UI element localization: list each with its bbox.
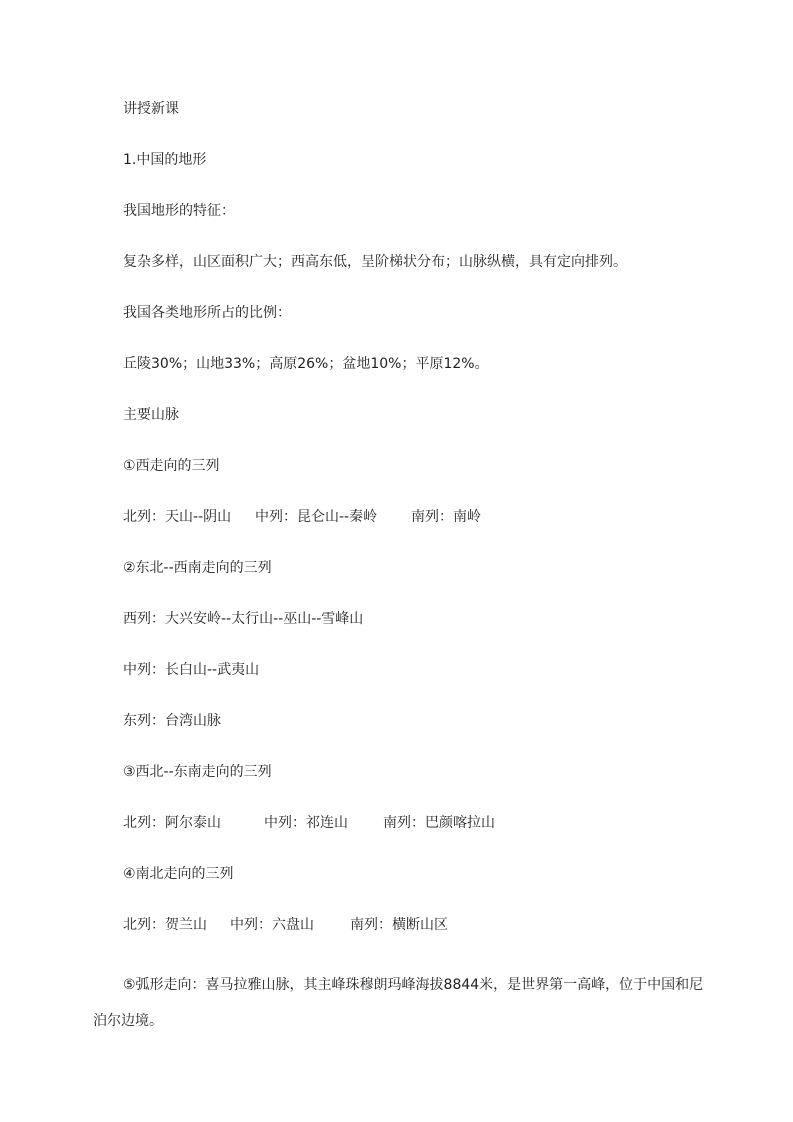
- lesson-heading: 讲授新课: [123, 101, 179, 117]
- features-text: 复杂多样，山区面积广大；西高东低，呈阶梯状分布；山脉纵横，具有定向排列。: [123, 254, 627, 270]
- group1-south: 南列：南岭: [411, 509, 481, 525]
- group4-middle: 中列：六盘山: [230, 917, 314, 933]
- group3-title: ③西北--东南走向的三列: [123, 764, 272, 780]
- features-label: 我国地形的特征：: [123, 203, 235, 219]
- group4-rows: [123, 916, 448, 934]
- group1-rows: [123, 508, 481, 526]
- group1-north: 北列：天山--阴山: [123, 509, 232, 525]
- group1-title: ①西走向的三列: [123, 458, 220, 474]
- group2-east: 东列：台湾山脉: [123, 713, 221, 729]
- ratio-text: 丘陵30%；山地33%；高原26%；盆地10%；平原12%。: [123, 356, 489, 372]
- group3-rows: [123, 814, 495, 832]
- group5-paragraph: [93, 967, 713, 1039]
- ratio-label: 我国各类地形所占的比例：: [123, 305, 291, 321]
- group5-text: ⑤弧形走向：喜马拉雅山脉，其主峰珠穆朗玛峰海拔8844米，是世界第一高峰，位于中国和尼泊尔边境。: [93, 977, 704, 1029]
- group3-north: 北列：阿尔泰山: [123, 815, 221, 831]
- group2-title: ②东北--西南走向的三列: [123, 560, 272, 576]
- group4-title: ④南北走向的三列: [123, 866, 234, 882]
- group2-west: 西列：大兴安岭--太行山--巫山--雪峰山: [123, 611, 364, 627]
- group3-middle: 中列：祁连山: [264, 815, 348, 831]
- section-title: 1.中国的地形: [123, 152, 207, 168]
- mountains-title: 主要山脉: [123, 407, 179, 423]
- group4-north: 北列：贺兰山: [123, 917, 207, 933]
- group1-middle: 中列：昆仑山--秦岭: [255, 509, 378, 525]
- group4-south: 南列：横断山区: [350, 917, 448, 933]
- group3-south: 南列：巴颜喀拉山: [383, 815, 495, 831]
- group2-middle: 中列：长白山--武夷山: [123, 662, 260, 678]
